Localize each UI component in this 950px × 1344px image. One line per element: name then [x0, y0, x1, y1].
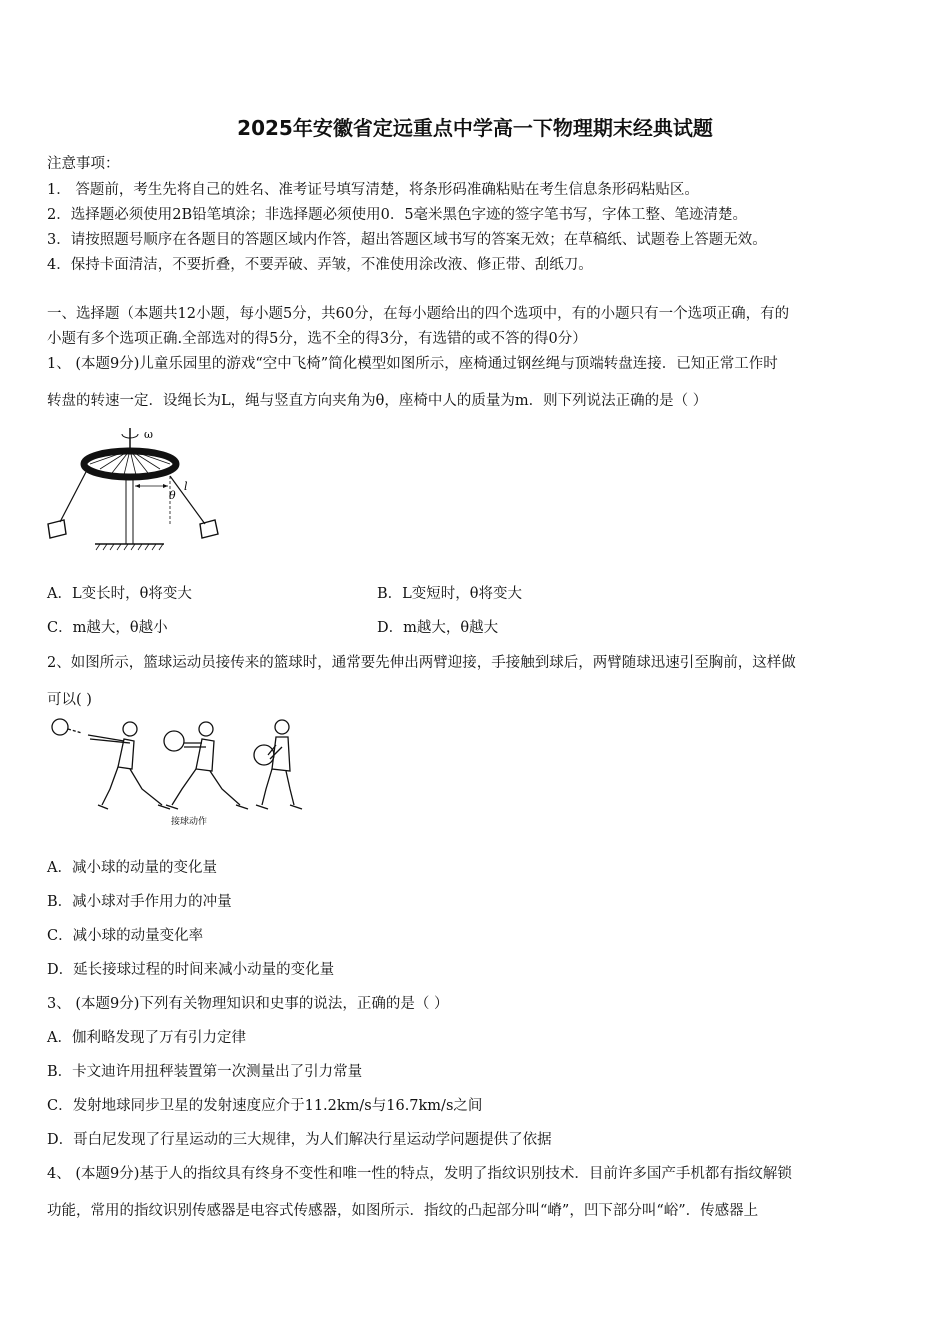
theta-label: θ	[169, 489, 176, 502]
notice-item: 3．请按照题号顺序在各题目的答题区域内作答，超出答题区域书写的答案无效；在草稿纸、试题卷上答题无效。	[47, 232, 767, 248]
page-title: 2025年安徽省定远重点中学高一下物理期末经典试题	[237, 116, 713, 140]
q3-option-a[interactable]: A．伽利略发现了万有引力定律	[47, 1030, 246, 1046]
l-label: l	[184, 480, 188, 493]
q1-option-a[interactable]: A．L变长时，θ将变大	[47, 586, 192, 602]
q4-stem-line2: 功能，常用的指纹识别传感器是电容式传感器，如图所示．指纹的凸起部分叫“嵴”，凹下部分叫“峪”．传感器上	[47, 1203, 759, 1219]
notice-item: 4．保持卡面清洁，不要折叠，不要弄破、弄皱，不准使用涂改液、修正带、刮纸刀。	[47, 257, 593, 273]
q2-figure-catching-ball	[46, 715, 316, 830]
q2-stem-line2: 可以( )	[47, 692, 92, 708]
notice-item: 1． 答题前，考生先将自己的姓名、准考证号填写清楚，将条形码准确粘贴在考生信息条形码粘贴区。	[47, 182, 699, 198]
notice-item: 2．选择题必须使用2B铅笔填涂；非选择题必须使用0．5毫米黑色字迹的签字笔书写，字体工整、笔迹清楚。	[47, 207, 748, 223]
notice-heading: 注意事项：	[47, 156, 120, 172]
figure-caption: 接球动作	[171, 817, 208, 827]
q1-option-c[interactable]: C．m越大，θ越小	[47, 620, 168, 636]
omega-label: ω	[144, 428, 153, 441]
q1-option-b[interactable]: B．L变短时，θ将变大	[377, 586, 523, 602]
q3-option-d[interactable]: D．哥白尼发现了行星运动的三大规律，为人们解决行星运动学问题提供了依据	[47, 1132, 552, 1148]
q1-stem-line2: 转盘的转速一定．设绳长为L，绳与竖直方向夹角为θ，座椅中人的质量为m．则下列说法正确的是（ ）	[47, 393, 708, 409]
q2-option-c[interactable]: C．减小球的动量变化率	[47, 928, 204, 944]
q3-option-c[interactable]: C．发射地球同步卫星的发射速度应介于11.2km/s与16.7km/s之间	[47, 1098, 483, 1114]
section-intro-line2: 小题有多个选项正确.全部选对的得5分，选不全的得3分，有选错的或不答的得0分）	[47, 331, 587, 347]
q1-figure-swing-ride	[40, 420, 230, 555]
q1-option-d[interactable]: D．m越大，θ越大	[377, 620, 499, 636]
q2-option-b[interactable]: B．减小球对手作用力的冲量	[47, 894, 232, 910]
q3-stem: 3、 (本题9分)下列有关物理知识和史事的说法，正确的是（ ）	[47, 996, 449, 1012]
q2-option-a[interactable]: A．减小球的动量的变化量	[47, 860, 217, 876]
q4-stem-line1: 4、 (本题9分)基于人的指纹具有终身不变性和唯一性的特点，发明了指纹识别技术．目前许多国产手机都有指纹解锁	[47, 1166, 792, 1182]
q3-option-b[interactable]: B．卡文迪许用扭秤装置第一次测量出了引力常量	[47, 1064, 363, 1080]
q2-option-d[interactable]: D．延长接球过程的时间来减小动量的变化量	[47, 962, 335, 978]
q2-stem-line1: 2、如图所示，篮球运动员接传来的篮球时，通常要先伸出两臂迎接，手接触到球后，两臂随球迅速引至胸前，这样做	[47, 655, 796, 671]
section-intro-line1: 一、选择题（本题共12小题，每小题5分，共60分，在每小题给出的四个选项中，有的小题只有一个选项正确，有的	[47, 306, 790, 322]
q1-stem-line1: 1、 (本题9分)儿童乐园里的游戏“空中飞椅”简化模型如图所示，座椅通过钢丝绳与顶端转盘连接．已知正常工作时	[47, 356, 778, 372]
